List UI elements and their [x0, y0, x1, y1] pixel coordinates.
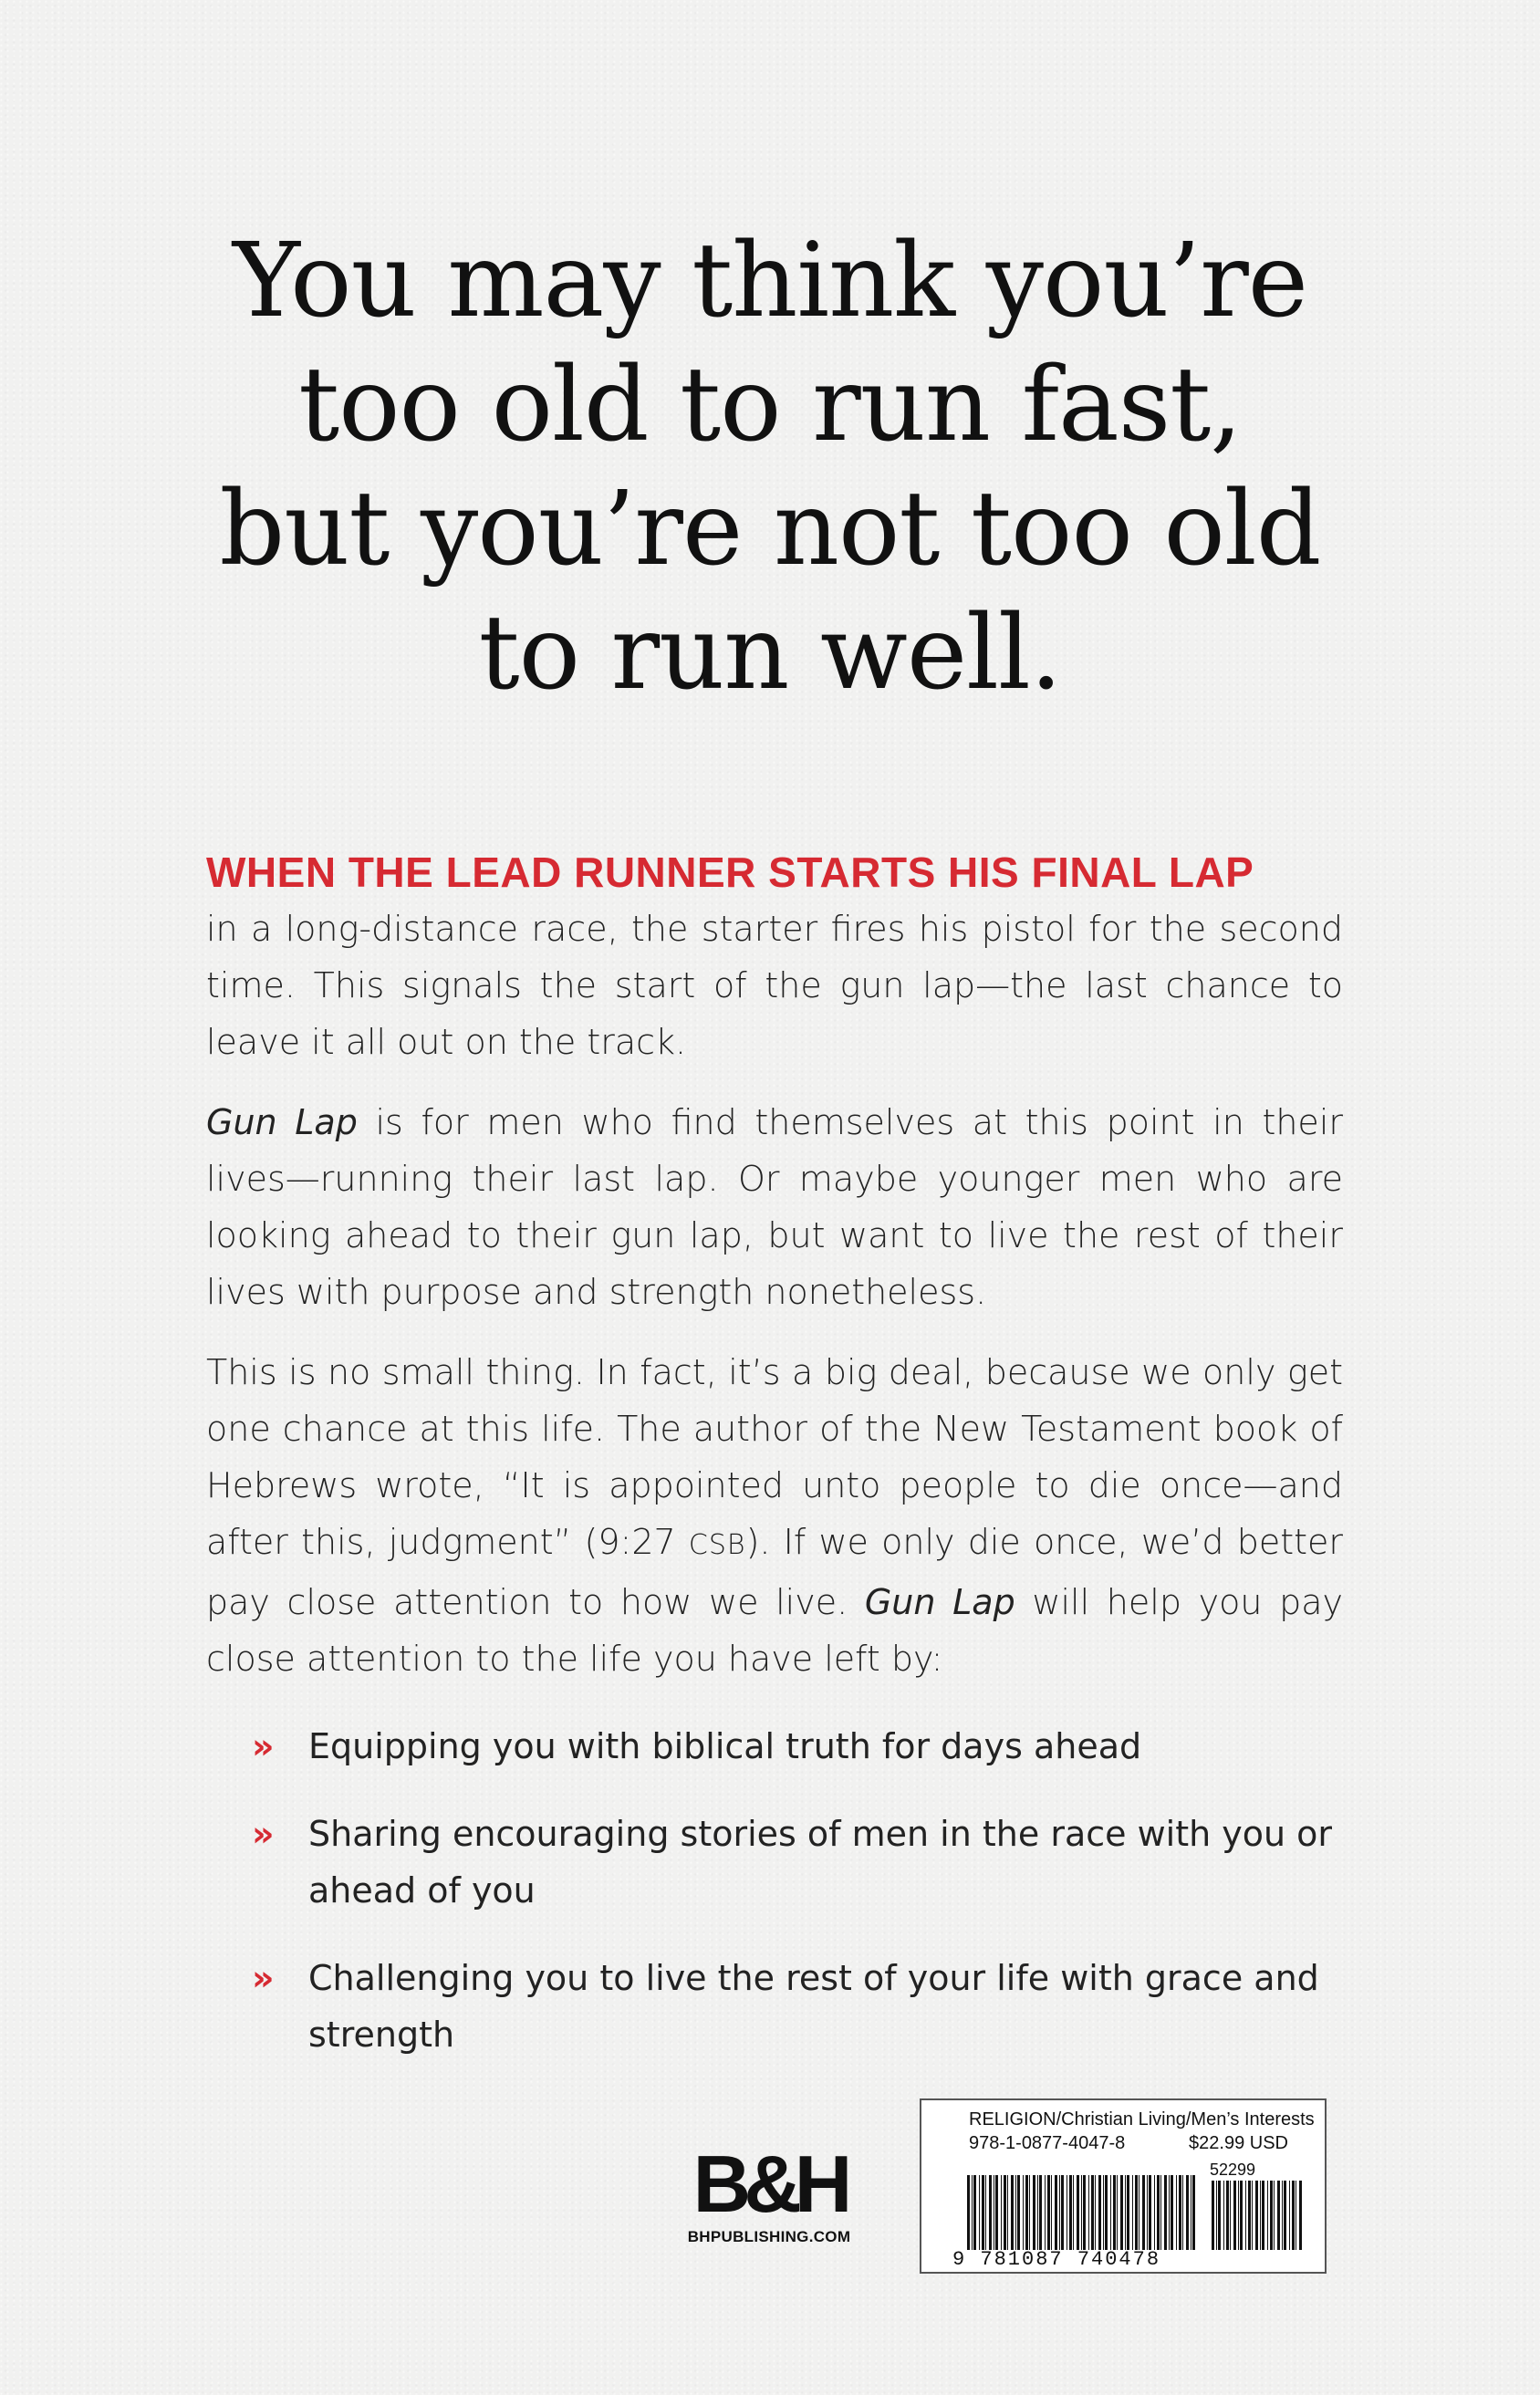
barcode-bar	[1059, 2175, 1060, 2250]
barcode-bar	[1274, 2181, 1275, 2250]
barcode-bar	[979, 2175, 980, 2250]
barcode-bar	[1007, 2175, 1008, 2250]
publisher-logo	[664, 2139, 874, 2246]
barcode-bar	[1284, 2181, 1286, 2250]
barcode-bar	[1182, 2175, 1183, 2250]
list-item	[206, 1718, 1343, 1775]
barcode-bar	[1055, 2175, 1057, 2250]
barcode-bar	[1164, 2175, 1167, 2250]
barcode-bar	[1218, 2181, 1221, 2250]
barcode-isbn: 978-1-0877-4047-8	[969, 2133, 1126, 2153]
barcode-bar	[1233, 2181, 1236, 2250]
barcode-bar	[1095, 2175, 1096, 2250]
barcode-bar	[1212, 2181, 1214, 2250]
barcode-bar	[1023, 2175, 1024, 2250]
barcode-bar	[1226, 2181, 1229, 2250]
barcode-bar	[989, 2175, 992, 2250]
barcode-bar	[1289, 2181, 1290, 2250]
publisher-logo-mark: B&H	[692, 2139, 846, 2229]
barcode-bar	[1037, 2175, 1038, 2250]
list-item-text: Challenging you to live the rest of your life with grace and strength	[308, 1958, 1319, 2055]
headline-quote	[128, 219, 1412, 715]
barcode-bar	[1004, 2175, 1006, 2250]
barcode-bar	[1103, 2175, 1104, 2250]
barcode-bar	[1047, 2175, 1050, 2250]
barcode-bar	[1098, 2175, 1101, 2250]
barcode-bar	[982, 2175, 984, 2250]
purpose-text-c: will help you pay close attention to the life you have left by:	[206, 1582, 1343, 1679]
headline-line-2: too old to run fast,	[298, 346, 1242, 464]
barcode-bar	[1091, 2175, 1094, 2250]
barcode-addon-bars-icon	[1212, 2181, 1305, 2250]
barcode-bar	[1299, 2181, 1302, 2250]
barcode-bar	[1192, 2175, 1195, 2250]
barcode-bar	[1127, 2175, 1129, 2250]
barcode-digits: 9 781087 740478	[952, 2248, 1161, 2271]
barcode-bar	[1039, 2175, 1042, 2250]
barcode-bar	[1149, 2175, 1151, 2250]
barcode-bar	[1240, 2181, 1243, 2250]
barcode-bar	[1216, 2181, 1217, 2250]
barcode-bar	[1255, 2181, 1258, 2250]
barcode-bar	[1083, 2175, 1086, 2250]
barcode-bar	[1001, 2175, 1002, 2250]
barcode-bar	[1088, 2175, 1089, 2250]
book-title-italic-2: Gun Lap	[864, 1582, 1015, 1622]
audience-text: is for men who find themselves at this point in their lives—running their last lap. Or maybe younger men who are looking ahead to their gun lap, but want to live the rest of their lives with purpose and strength nonetheless.	[206, 1102, 1343, 1312]
barcode-price: $22.99 USD	[1189, 2133, 1288, 2153]
list-item-text: Sharing encouraging stories of men in the race with you or ahead of you	[308, 1814, 1333, 1911]
barcode-bar	[1245, 2181, 1246, 2250]
barcode-category: RELIGION/Christian Living/Men’s Interests	[969, 2109, 1315, 2129]
barcode-bar	[1295, 2181, 1296, 2250]
chevron-right-icon: »	[252, 1814, 275, 1854]
audience-paragraph	[206, 1094, 1343, 1320]
barcode-bar	[1270, 2181, 1273, 2250]
barcode-bar	[1045, 2175, 1046, 2250]
barcode-bar	[1120, 2175, 1123, 2250]
barcode-bar	[1230, 2181, 1231, 2250]
barcode-bar	[1125, 2175, 1126, 2250]
barcode-bar	[1069, 2175, 1072, 2250]
list-item	[206, 1950, 1343, 2063]
lead-heading: WHEN THE LEAD RUNNER STARTS HIS FINAL LAP	[206, 849, 1254, 896]
isbn-barcode	[920, 2098, 1327, 2274]
barcode-bar	[1117, 2175, 1118, 2250]
barcode-bar	[1282, 2181, 1283, 2250]
barcode-bar	[1157, 2175, 1160, 2250]
purpose-paragraph	[206, 1344, 1343, 1687]
chevron-right-icon: »	[252, 1726, 275, 1766]
purpose-text-a: This is no small thing. In fact, it’s a big deal, because we only get one chance at this life. The author of the New Testament book of Hebrews wrote, “It is appointed unto people to die once—and after this, judgment” (9:27	[206, 1352, 1343, 1562]
barcode-bar	[1077, 2175, 1079, 2250]
barcode-bar	[1073, 2175, 1074, 2250]
cover-copy	[206, 844, 1343, 2094]
barcode-bar	[1248, 2181, 1251, 2250]
barcode-bar	[1252, 2181, 1253, 2250]
barcode-bar	[1017, 2175, 1020, 2250]
barcode-bar	[967, 2175, 970, 2250]
barcode-bar	[1015, 2175, 1016, 2250]
barcode-bar	[995, 2175, 998, 2250]
headline-line-4: to run well.	[478, 594, 1062, 713]
barcode-bar	[1277, 2181, 1280, 2250]
barcode-bar	[1223, 2181, 1224, 2250]
barcode-bar	[1105, 2175, 1108, 2250]
barcode-bar	[1147, 2175, 1148, 2250]
barcode-addon-number: 52299	[1209, 2161, 1255, 2179]
barcode-bar	[1132, 2175, 1133, 2250]
barcode-bar	[1176, 2175, 1177, 2250]
barcode-bar	[1081, 2175, 1082, 2250]
barcode-bar	[1179, 2175, 1181, 2250]
barcode-bar	[1110, 2175, 1111, 2250]
barcode-bar	[972, 2175, 973, 2250]
barcode-bar	[1267, 2181, 1268, 2250]
barcode-bar	[973, 2175, 976, 2250]
barcode-bars-icon	[967, 2175, 1197, 2250]
benefit-list	[206, 1718, 1343, 2063]
publisher-url: BHPUBLISHING.COM	[687, 2228, 851, 2245]
barcode-bar	[1142, 2175, 1145, 2250]
barcode-bar	[1238, 2181, 1239, 2250]
barcode-bar	[1169, 2175, 1170, 2250]
barcode-bar	[1262, 2181, 1264, 2250]
barcode-bar	[1171, 2175, 1173, 2250]
list-item	[206, 1806, 1343, 1919]
chevron-right-icon: »	[252, 1958, 275, 1998]
barcode-bar	[1160, 2175, 1161, 2250]
barcode-bar	[1025, 2175, 1028, 2250]
headline-line-3: but you’re not too old	[219, 470, 1321, 588]
list-item-text: Equipping you with biblical truth for days ahead	[308, 1726, 1142, 1766]
barcode-bar	[1186, 2175, 1189, 2250]
barcode-bar	[1260, 2181, 1261, 2250]
barcode-bar	[985, 2175, 986, 2250]
purpose-text-b: ). If we only die once, we’d better pay close attention to how we live.	[206, 1522, 1343, 1622]
barcode-bar	[1113, 2175, 1116, 2250]
barcode-bar	[1292, 2181, 1295, 2250]
book-title-italic: Gun Lap	[206, 1102, 358, 1142]
barcode-bar	[1061, 2175, 1064, 2250]
barcode-bar	[1033, 2175, 1035, 2250]
intro-paragraph: in a long-distance race, the starter fires his pistol for the second time. This signals the start of the gun lap—the last chance to leave it all out on the track.	[206, 909, 1343, 1062]
barcode-bar	[1051, 2175, 1052, 2250]
barcode-bar	[1154, 2175, 1155, 2250]
bible-version: CSB	[688, 1529, 746, 1561]
headline-line-1: You may think you’re	[232, 222, 1308, 340]
barcode-bar	[1029, 2175, 1030, 2250]
barcode-bar	[1135, 2175, 1138, 2250]
barcode-bar	[1011, 2175, 1014, 2250]
